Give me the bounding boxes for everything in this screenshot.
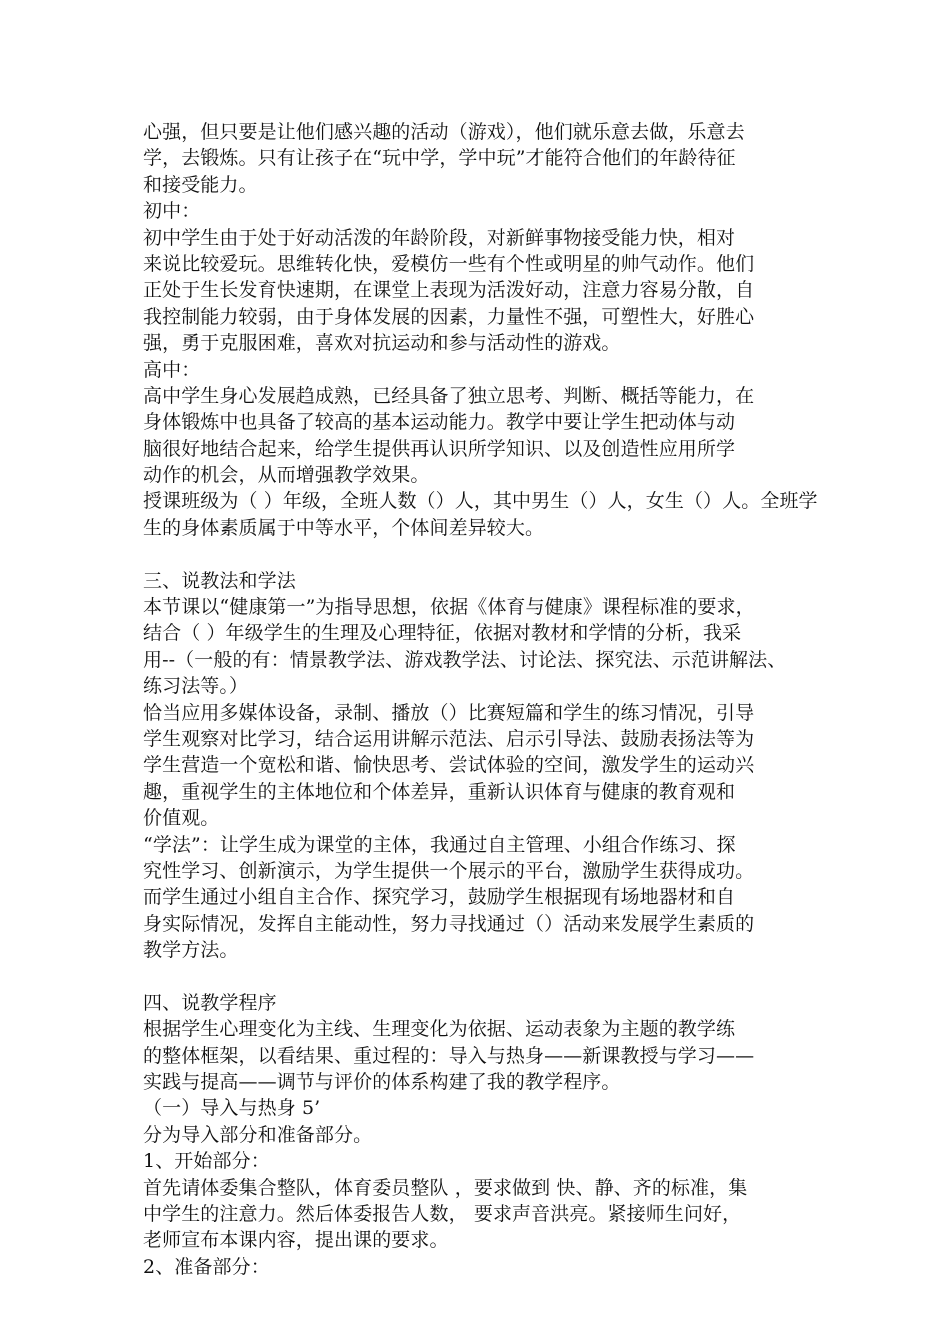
text-line: 初中学生由于处于好动活泼的年龄阶段，对新鲜事物接受能力快，相对	[143, 226, 736, 249]
text-line: 1、开始部分：	[143, 1150, 270, 1173]
text-line: 来说比较爱玩。思维转化快，爱模仿一些有个性或明星的帅气动作。他们	[143, 252, 755, 275]
text-line: 分为导入部分和准备部分。	[143, 1123, 373, 1146]
text-line: 高中：	[143, 358, 201, 381]
text-line: 2、准备部分：	[143, 1255, 270, 1278]
text-line: 生的身体素质属于中等水平，个体间差异较大。	[143, 516, 545, 539]
text-line: 初中：	[143, 200, 201, 223]
text-line: 教学方法。	[143, 939, 239, 962]
text-line: 学，去锻炼。只有让孩子在“玩中学，学中玩”才能符合他们的年龄待征	[143, 147, 736, 170]
text-line: 实践与提高——调节与评价的体系构建了我的教学程序。	[143, 1071, 621, 1094]
text-line: 四、说教学程序	[143, 991, 277, 1014]
text-line: 究性学习、创新演示，为学生提供一个展示的平台，激励学生获得成功。	[143, 859, 755, 882]
blank-line	[143, 541, 815, 567]
text-line: 高中学生身心发展趋成熟，已经具备了独立思考、判断、概括等能力，在	[143, 384, 755, 407]
text-line: 价值观。	[143, 807, 220, 830]
text-line: 学生观察对比学习，结合运用讲解示范法、启示引导法、鼓励表扬法等为	[143, 727, 755, 750]
text-line: 强，勇于克服困难，喜欢对抗运动和参与活动性的游戏。	[143, 332, 621, 355]
text-line: 脑很好地结合起来，给学生提供再认识所学知识、以及创造性应用所学	[143, 437, 736, 460]
document-page	[143, 119, 818, 1280]
text-line: 动作的机会，从而增强教学效果。	[143, 464, 430, 487]
text-line: 练习法等。）	[143, 675, 249, 698]
text-line: 和接受能力。	[143, 173, 258, 196]
text-line: 身实际情况，发挥自主能动性，努力寻找通过（）活动来发展学生素质的	[143, 912, 755, 935]
text-line: 我控制能力较弱，由于身体发展的因素，力量性不强，可塑性大，好胜心	[143, 305, 755, 328]
text-line: 首先请体委集合整队，体育委员整队 ，要求做到 快、静、齐的标准，集	[143, 1176, 748, 1199]
text-line: 趣，重视学生的主体地位和个体差异，重新认识体育与健康的教育观和	[143, 780, 736, 803]
blank-line	[143, 964, 815, 990]
text-line: 身体锻炼中也具备了较高的基本运动能力。教学中要让学生把动体与动	[143, 411, 736, 434]
text-line: 的整体框架，以看结果、重过程的：导入与热身——新课教授与学习——	[143, 1044, 755, 1067]
text-line: 授课班级为（ ）年级，全班人数（）人，其中男生（）人，女生（）人。全班学	[143, 490, 818, 513]
text-line: 而学生通过小组自主合作、探究学习，鼓励学生根据现有场地器材和自	[143, 886, 736, 909]
text-line: 恰当应用多媒体设备，录制、播放（）比赛短篇和学生的练习情况，引导	[143, 701, 755, 724]
text-line: 正处于生长发育快速期，在课堂上表现为活泼好动，注意力容易分散，自	[143, 279, 755, 302]
text-line: “学法”：让学生成为课堂的主体，我通过自主管理、小组合作练习、探	[143, 833, 736, 856]
text-line: 三、说教法和学法	[143, 569, 296, 592]
text-line: 结合（ ）年级学生的生理及心理特征，依据对教材和学情的分析，我采	[143, 622, 742, 645]
text-line: （一）导入与热身 5’	[143, 1097, 321, 1120]
text-line: 根据学生心理变化为主线、生理变化为依据、运动表象为主题的教学练	[143, 1018, 736, 1041]
text-line: 学生营造一个宽松和谐、愉快思考、尝试体验的空间，激发学生的运动兴	[143, 754, 755, 777]
text-line: 用--（一般的有：情景教学法、游戏教学法、讨论法、探究法、示范讲解法、	[143, 648, 787, 671]
text-line: 老师宣布本课内容，提出课的要求。	[143, 1229, 449, 1252]
text-line: 本节课以“健康第一”为指导思想，依据《体育与健康》课程标准的要求，	[143, 596, 755, 619]
text-line: 中学生的注意力。然后体委报告人数， 要求声音洪亮。紧接师生问好，	[143, 1203, 742, 1226]
text-line: 心强，但只要是让他们感兴趣的活动（游戏），他们就乐意去做，乐意去	[143, 121, 745, 143]
